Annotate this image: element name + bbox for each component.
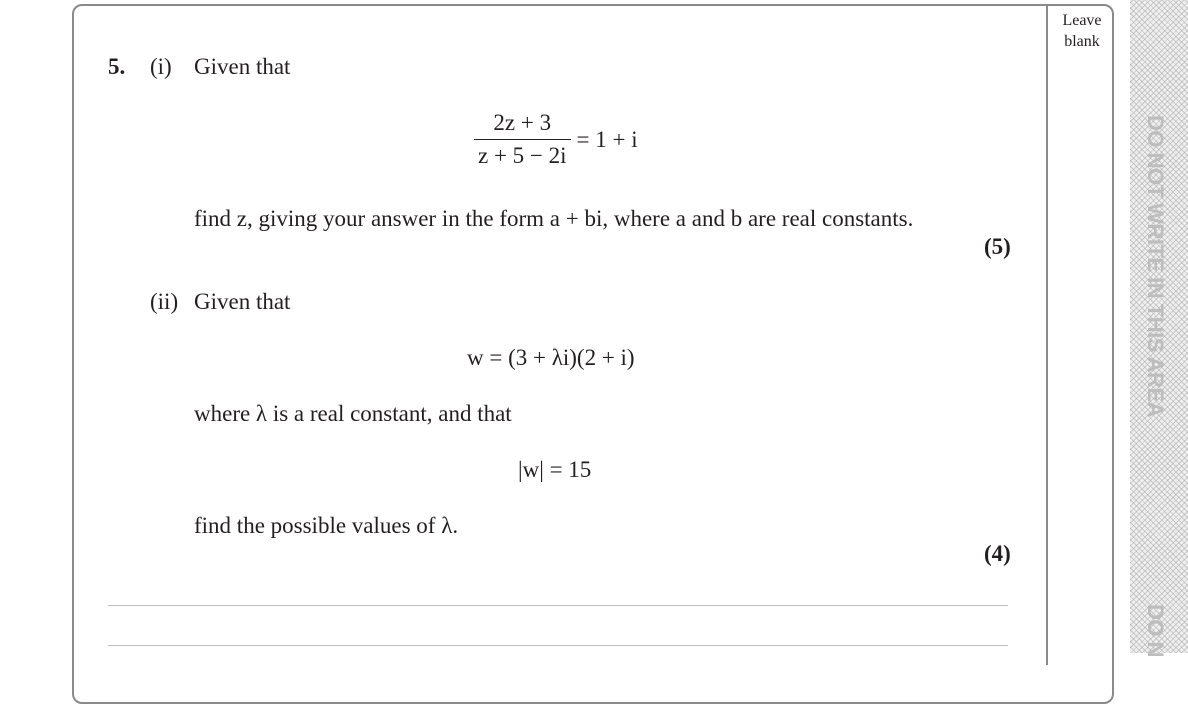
part-i-equation — [474, 109, 638, 170]
part-ii-instruction: find the possible values of λ. — [194, 513, 459, 538]
leave-blank-divider — [1046, 5, 1048, 665]
fraction-bar — [474, 139, 571, 140]
fraction-numerator: 2z + 3 — [493, 110, 552, 135]
part-ii-equation: w = (3 + λi)(2 + i) — [467, 345, 635, 370]
part-ii-modulus-equation: |w| = 15 — [518, 457, 592, 482]
part-i-instruction: find z, giving your answer in the form a + bi, where a and b are real constants. — [194, 206, 914, 231]
fraction-rhs: = 1 + i — [576, 126, 638, 152]
answer-line[interactable] — [108, 605, 1008, 606]
fraction — [474, 109, 571, 170]
part-ii-marks: (4) — [984, 541, 1011, 566]
fraction-denominator: z + 5 − 2i — [478, 143, 567, 168]
question-number: 5. — [108, 54, 126, 79]
part-i-marks: (5) — [984, 234, 1011, 259]
leave-blank-line1: Leave — [1062, 12, 1102, 29]
part-ii-where: where λ is a real constant, and that — [194, 401, 512, 426]
leave-blank-label — [1052, 10, 1112, 52]
part-ii-given: Given that — [194, 289, 291, 314]
leave-blank-line2: blank — [1064, 33, 1100, 50]
answer-line[interactable] — [108, 645, 1008, 646]
part-ii-label: (ii) — [150, 289, 179, 314]
margin-warning-repeat: DO N — [1143, 604, 1168, 657]
margin-warning: DO NOT WRITE IN THIS AREA — [1143, 115, 1168, 418]
part-i-label: (i) — [150, 54, 172, 79]
part-i-given: Given that — [194, 54, 291, 79]
